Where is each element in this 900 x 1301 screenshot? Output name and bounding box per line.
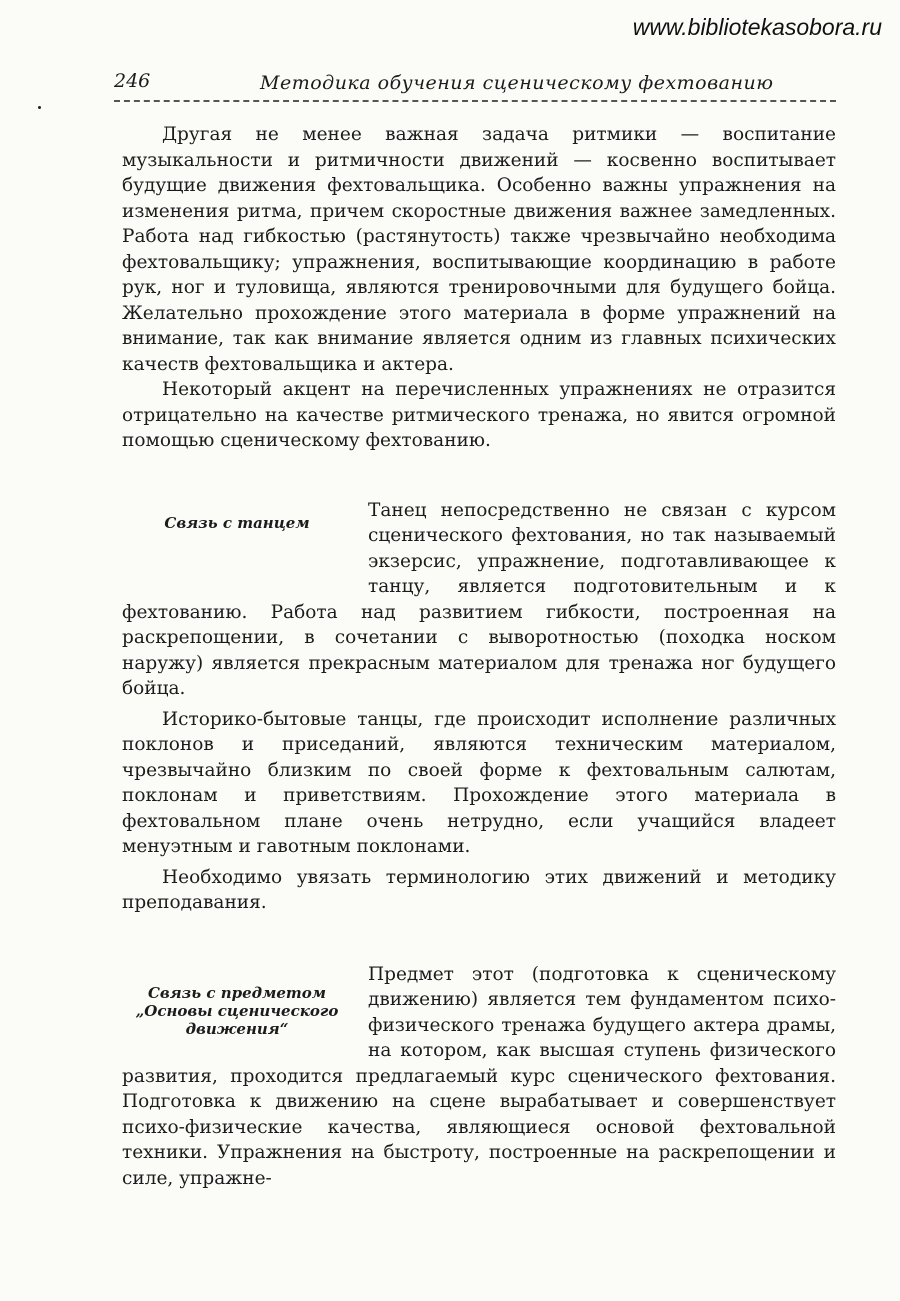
scan-speck xyxy=(38,106,41,109)
body-paragraph: Танец непосредственно не связан с курсом сценического фехтования, но так называемый экзерсис, упражнение, подготавливающее к танцу, является подготовительным и к фехтованию. Работа над развитием гибкости, построенная на раскрепощении, в сочетании с выворотностью (походка носком наружу) является прекрасным материалом для тренажа ног будущего бойца. xyxy=(122,499,836,699)
body-paragraph: Другая не менее важная задача ритмики — воспитание музыкальности и ритмичности движений — косвенно воспитывает будущие движения фехтовальщика. Особенно важны упражнения на изменения ритма, причем скоростные движения важнее замедленных. Работа над гибкостью (растянутость) также чрезвычайно необходима фехтовальщику; упражнения, воспитывающие координацию в работе рук, ног и туловища, являются тренировочными для будущего бойца. Желательно прохождение этого материала в форме упражнений на внимание, так как внимание является одним из главных психических качеств фехтовальщика и актера. xyxy=(122,124,836,375)
body-paragraph: Предмет этот (подготовка к сценическому движению) является тем фундаментом психо-физического тренажа будущего актера драмы, на котором, как высшая ступень физического развития, проходится предлагаемый курс сценического фехтования. Подготовка к движению на сцене вырабатывает и совершенствует психо-физические качества, являющиеся основой фехтовальной техники. Упражнения на быстроту, построенные на раскрепощении и силе, упражне- xyxy=(122,963,836,1189)
section-dance xyxy=(122,498,836,916)
body-paragraph: Историко-бытовые танцы, где происходит исполнение различных поклонов и приседаний, являются техническим материалом, чрезвычайно близким по своей форме к фехтовальным салютам, поклонам и приветствиям. Прохождение этого материала в фехтовальном плане очень нетрудно, если учащийся владеет менуэтным и гавотным поклонами. xyxy=(122,708,836,857)
body-paragraph: Некоторый акцент на перечисленных упражнениях не отразится отрицательно на качестве ритмического тренажа, но явится огромной помощью сценическому фехтованию. xyxy=(122,379,836,451)
header-rule xyxy=(114,100,836,102)
side-heading-movement: Связь с предметом „Основы сценического движения“ xyxy=(135,983,339,1038)
section-movement xyxy=(122,962,836,1192)
page-body xyxy=(122,122,836,1191)
watermark-url[interactable]: www.bibliotekasobora.ru xyxy=(632,14,882,40)
body-paragraph: Необходимо увязать терминологию этих движений и методику преподавания. xyxy=(122,866,836,913)
side-heading-dance: Связь с танцем xyxy=(164,513,310,532)
running-title: Методика обучения сценическому фехтованию xyxy=(260,72,774,94)
page-number: 246 xyxy=(114,70,151,92)
